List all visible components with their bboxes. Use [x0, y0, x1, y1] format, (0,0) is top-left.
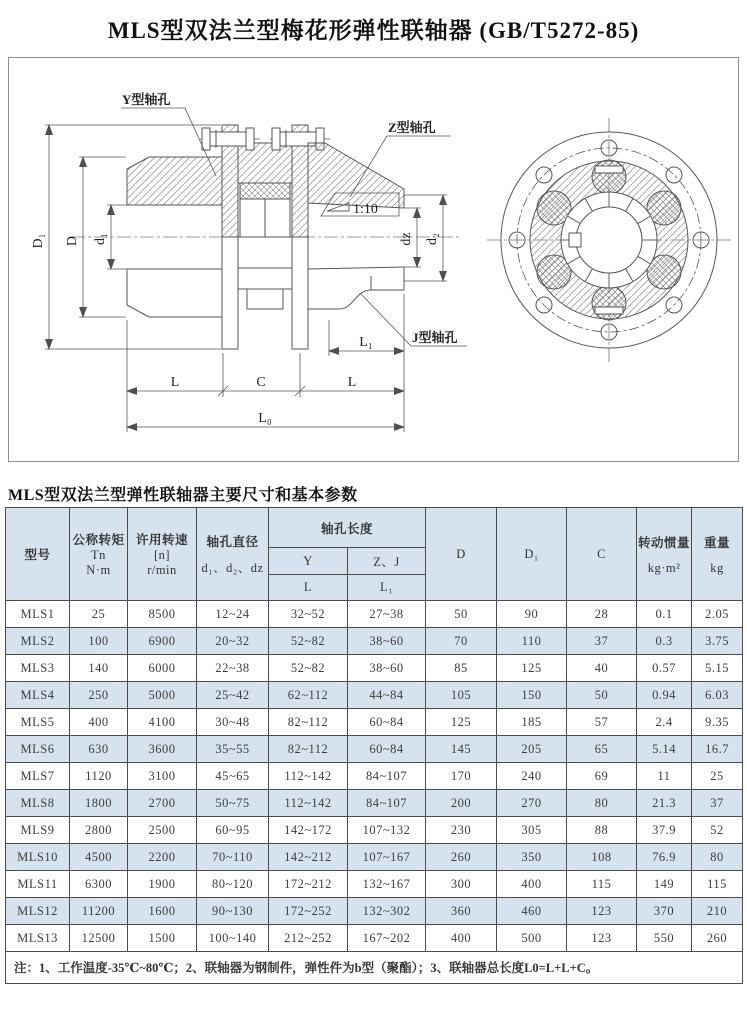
elastic-element-section	[240, 183, 290, 199]
cell: 44~84	[348, 682, 426, 709]
model-cell: MLS1	[6, 601, 70, 628]
front-view	[487, 118, 731, 362]
table-row	[6, 763, 743, 790]
cell: 38~60	[348, 655, 426, 682]
dim-label-D1: D₁	[31, 233, 46, 249]
cell: 132~167	[348, 871, 426, 898]
cell: 212~252	[269, 925, 348, 952]
cell: 230	[426, 817, 497, 844]
cell: 1600	[128, 898, 197, 925]
cell: 38~60	[348, 628, 426, 655]
header-C: C	[567, 508, 637, 601]
header-inertia	[637, 508, 692, 601]
cell: 112~142	[269, 763, 348, 790]
cell: 300	[426, 871, 497, 898]
cell: 21.3	[637, 790, 692, 817]
cell: 107~132	[348, 817, 426, 844]
cell: 69	[567, 763, 637, 790]
cell: 70~110	[197, 844, 269, 871]
cell: 62~112	[269, 682, 348, 709]
cell: 27~38	[348, 601, 426, 628]
table-row	[6, 790, 743, 817]
cell: 400	[497, 871, 567, 898]
cell: 80	[567, 790, 637, 817]
cell: 2800	[70, 817, 128, 844]
cell: 110	[497, 628, 567, 655]
dim-label-C: C	[256, 375, 266, 390]
cell: 112~142	[269, 790, 348, 817]
keyway-slot	[569, 233, 581, 247]
model-cell: MLS6	[6, 736, 70, 763]
cell: 6900	[128, 628, 197, 655]
cell: 0.94	[637, 682, 692, 709]
cell: 25	[70, 601, 128, 628]
cell: 125	[426, 709, 497, 736]
cell: 32~52	[269, 601, 348, 628]
table-row	[6, 628, 743, 655]
cell: 4100	[128, 709, 197, 736]
model-cell: MLS10	[6, 844, 70, 871]
parameters-table	[5, 507, 743, 984]
table-row	[6, 682, 743, 709]
cell: 22~38	[197, 655, 269, 682]
header-weight-line1: 重量	[704, 535, 731, 550]
cell: 142~172	[269, 817, 348, 844]
header-inertia-line2: kg·m²	[647, 560, 681, 575]
table-row	[6, 871, 743, 898]
header-inertia-line1: 转动惯量	[638, 535, 691, 550]
header-ZJ: Z、J	[348, 548, 426, 575]
cell: 172~212	[269, 871, 348, 898]
cell: 25	[692, 763, 743, 790]
header-L1: L₁	[348, 575, 426, 601]
cell: 5.15	[692, 655, 743, 682]
cell: 12~24	[197, 601, 269, 628]
cell: 12500	[70, 925, 128, 952]
taper-label: 1:10	[353, 202, 378, 217]
cell: 142~212	[269, 844, 348, 871]
header-torque	[70, 508, 128, 601]
cell: 52~82	[269, 655, 348, 682]
header-speed-line2: [n]	[153, 548, 171, 562]
cell: 3600	[128, 736, 197, 763]
cell: 6300	[70, 871, 128, 898]
model-cell: MLS2	[6, 628, 70, 655]
cell: 5000	[128, 682, 197, 709]
table-body	[6, 601, 743, 952]
table-row	[6, 601, 743, 628]
cell: 250	[70, 682, 128, 709]
dim-label-L1: L₁	[359, 335, 373, 350]
dim-label-dz: dz	[399, 232, 414, 246]
cell: 185	[497, 709, 567, 736]
header-torque-line1: 公称转矩	[72, 533, 125, 547]
cell: 60~84	[348, 736, 426, 763]
table-header	[6, 508, 743, 601]
label-j-hole: J型轴孔	[412, 330, 458, 345]
cell: 57	[567, 709, 637, 736]
header-speed-line1: 许用转速	[135, 533, 188, 547]
cell: 65	[567, 736, 637, 763]
cell: 37	[567, 628, 637, 655]
table-note: 注：1、工作温度-35℃~80℃；2、联轴器为钢制件，弹性件为b型（聚酯）；3、联轴器总长度L0=L+L+C。	[6, 952, 743, 984]
cell: 260	[426, 844, 497, 871]
cell: 25~42	[197, 682, 269, 709]
cell: 76.9	[637, 844, 692, 871]
cell: 1120	[70, 763, 128, 790]
header-speed-line3: r/min	[147, 563, 177, 577]
cell: 260	[692, 925, 743, 952]
cell: 1500	[128, 925, 197, 952]
cell: 500	[497, 925, 567, 952]
cell: 550	[637, 925, 692, 952]
model-cell: MLS8	[6, 790, 70, 817]
cell: 50	[426, 601, 497, 628]
header-weight	[692, 508, 743, 601]
cell: 105	[426, 682, 497, 709]
cell: 0.1	[637, 601, 692, 628]
cell: 37.9	[637, 817, 692, 844]
header-bore-diameter	[197, 508, 269, 601]
model-cell: MLS4	[6, 682, 70, 709]
cell: 5.14	[637, 736, 692, 763]
cell: 0.3	[637, 628, 692, 655]
cell: 115	[692, 871, 743, 898]
page-title: MLS型双法兰型梅花形弹性联轴器 (GB/T5272-85)	[107, 18, 640, 43]
model-cell: MLS13	[6, 925, 70, 952]
cell: 85	[426, 655, 497, 682]
header-bore-length: 轴孔长度	[269, 508, 426, 548]
table-row	[6, 655, 743, 682]
header-L: L	[269, 575, 348, 601]
cell: 167~202	[348, 925, 426, 952]
cell: 16.7	[692, 736, 743, 763]
label-z-hole: Z型轴孔	[388, 120, 436, 135]
cell: 82~112	[269, 709, 348, 736]
section-title: MLS型双法兰型弹性联轴器主要尺寸和基本参数	[8, 487, 358, 504]
table-row	[6, 925, 743, 952]
table-row	[6, 844, 743, 871]
cell: 1900	[128, 871, 197, 898]
cell: 35~55	[197, 736, 269, 763]
cell: 30~48	[197, 709, 269, 736]
table-row	[6, 898, 743, 925]
cell: 80	[692, 844, 743, 871]
cell: 52~82	[269, 628, 348, 655]
dim-label-d1: d₁	[93, 233, 108, 245]
table-row	[6, 736, 743, 763]
cell: 140	[70, 655, 128, 682]
dim-label-L-right: L	[347, 375, 357, 390]
cell: 125	[497, 655, 567, 682]
cell: 0.57	[637, 655, 692, 682]
cell: 150	[497, 682, 567, 709]
dim-label-L-left: L	[170, 375, 180, 390]
header-bore-diameter-line2: d₁、d₂、dz	[201, 561, 264, 575]
cell: 630	[70, 736, 128, 763]
header-D: D	[426, 508, 497, 601]
header-torque-line3: N·m	[86, 563, 111, 577]
model-cell: MLS5	[6, 709, 70, 736]
cell: 3100	[128, 763, 197, 790]
cell: 6000	[128, 655, 197, 682]
header-bore-diameter-line1: 轴孔直径	[206, 535, 259, 549]
model-cell: MLS3	[6, 655, 70, 682]
cell: 240	[497, 763, 567, 790]
dim-label-d2: d₂	[425, 233, 440, 245]
cell: 205	[497, 736, 567, 763]
cell: 2700	[128, 790, 197, 817]
cell: 370	[637, 898, 692, 925]
table-row	[6, 709, 743, 736]
cell: 210	[692, 898, 743, 925]
cell: 84~107	[348, 790, 426, 817]
coupling-drawing	[9, 58, 738, 461]
cell: 40	[567, 655, 637, 682]
cell: 9.35	[692, 709, 743, 736]
cell: 100~140	[197, 925, 269, 952]
cell: 115	[567, 871, 637, 898]
cell: 37	[692, 790, 743, 817]
cell: 50	[567, 682, 637, 709]
cell: 305	[497, 817, 567, 844]
table-row	[6, 817, 743, 844]
cell: 200	[426, 790, 497, 817]
cell: 172~252	[269, 898, 348, 925]
cell: 90~130	[197, 898, 269, 925]
cell: 28	[567, 601, 637, 628]
cell: 149	[637, 871, 692, 898]
header-Y: Y	[269, 548, 348, 575]
cell: 80~120	[197, 871, 269, 898]
cross-section-view	[31, 92, 467, 432]
header-weight-line2: kg	[710, 560, 724, 575]
header-D1: D₁	[497, 508, 567, 601]
cell: 2200	[128, 844, 197, 871]
cell: 88	[567, 817, 637, 844]
cell: 100	[70, 628, 128, 655]
hub-bore-circle	[576, 207, 642, 273]
cell: 350	[497, 844, 567, 871]
cell: 2.05	[692, 601, 743, 628]
cell: 108	[567, 844, 637, 871]
model-cell: MLS12	[6, 898, 70, 925]
cell: 170	[426, 763, 497, 790]
cell: 400	[426, 925, 497, 952]
cell: 270	[497, 790, 567, 817]
cell: 11200	[70, 898, 128, 925]
technical-drawing-panel	[8, 57, 739, 462]
cell: 90	[497, 601, 567, 628]
cell: 6.03	[692, 682, 743, 709]
model-cell: MLS9	[6, 817, 70, 844]
model-cell: MLS11	[6, 871, 70, 898]
cell: 60~84	[348, 709, 426, 736]
cell: 460	[497, 898, 567, 925]
dim-label-D: D	[65, 235, 80, 247]
dim-label-L0: L₀	[258, 411, 272, 426]
cell: 45~65	[197, 763, 269, 790]
cell: 132~302	[348, 898, 426, 925]
cell: 400	[70, 709, 128, 736]
cell: 8500	[128, 601, 197, 628]
cell: 4500	[70, 844, 128, 871]
header-torque-line2: Tn	[91, 548, 106, 562]
cell: 20~32	[197, 628, 269, 655]
cell: 11	[637, 763, 692, 790]
cell: 123	[567, 898, 637, 925]
cell: 3.75	[692, 628, 743, 655]
label-y-hole: Y型轴孔	[122, 92, 171, 107]
cell: 84~107	[348, 763, 426, 790]
cell: 360	[426, 898, 497, 925]
header-model: 型号	[6, 508, 70, 601]
cell: 82~112	[269, 736, 348, 763]
cell: 70	[426, 628, 497, 655]
cell: 145	[426, 736, 497, 763]
cell: 2.4	[637, 709, 692, 736]
cell: 60~95	[197, 817, 269, 844]
cell: 107~167	[348, 844, 426, 871]
model-cell: MLS7	[6, 763, 70, 790]
cell: 123	[567, 925, 637, 952]
cell: 2500	[128, 817, 197, 844]
cell: 52	[692, 817, 743, 844]
header-speed	[128, 508, 197, 601]
cell: 1800	[70, 790, 128, 817]
cell: 50~75	[197, 790, 269, 817]
